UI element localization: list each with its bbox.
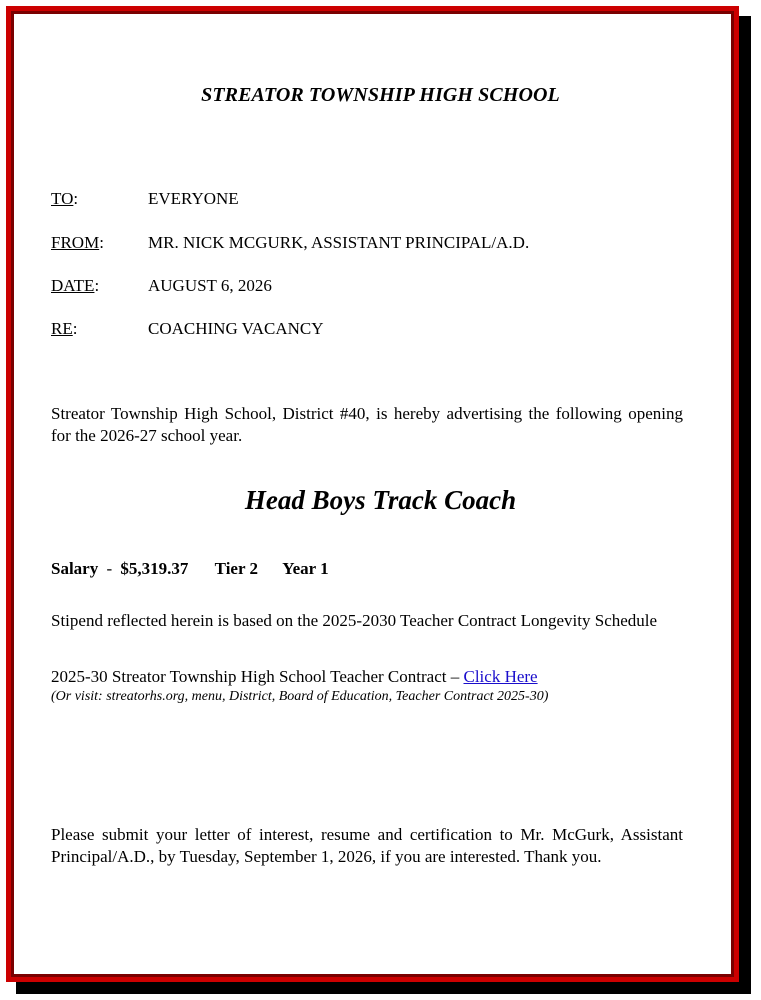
intro-paragraph: Streator Township High School, District #40, is hereby advertising the following opening for the 2026-27 school year. bbox=[51, 404, 683, 445]
visit-note: (Or visit: streatorhs.org, menu, District, Board of Education, Teacher Contract 2025-30) bbox=[51, 689, 549, 704]
contract-text: 2025-30 Streator Township High School Teacher Contract – bbox=[51, 667, 464, 686]
memo-value-date: AUGUST 6, 2026 bbox=[148, 276, 272, 295]
salary-line bbox=[51, 558, 329, 580]
salary-amount: $5,319.37 bbox=[120, 559, 189, 578]
memo-value-from: MR. NICK MCGURK, ASSISTANT PRINCIPAL/A.D. bbox=[148, 233, 530, 252]
memo-label-from: FROM: bbox=[51, 233, 104, 252]
contract-line bbox=[51, 666, 538, 688]
salary-tier: Tier 2 bbox=[214, 559, 258, 578]
memo-value-re: COACHING VACANCY bbox=[148, 319, 324, 338]
position-title: Head Boys Track Coach bbox=[244, 485, 517, 515]
stipend-note: Stipend reflected herein is based on the 2025-2030 Teacher Contract Longevity Schedule bbox=[51, 611, 658, 630]
school-title: STREATOR TOWNSHIP HIGH SCHOOL bbox=[201, 84, 560, 106]
salary-dash: - bbox=[106, 559, 113, 578]
memo-label-to: TO: bbox=[51, 189, 79, 208]
salary-year: Year 1 bbox=[282, 559, 329, 578]
memo-value-to: EVERYONE bbox=[148, 189, 239, 208]
memo-label-date: DATE: bbox=[51, 276, 100, 295]
closing-paragraph: Please submit your letter of interest, resume and certification to Mr. McGurk, Assistant Principal/A.D., by Tuesday, September 1, 2026, if you are interested. Thank you. bbox=[51, 825, 683, 866]
contract-link[interactable]: Click Here bbox=[463, 667, 538, 686]
salary-label: Salary bbox=[51, 559, 99, 578]
memo-label-re: RE: bbox=[51, 319, 78, 338]
